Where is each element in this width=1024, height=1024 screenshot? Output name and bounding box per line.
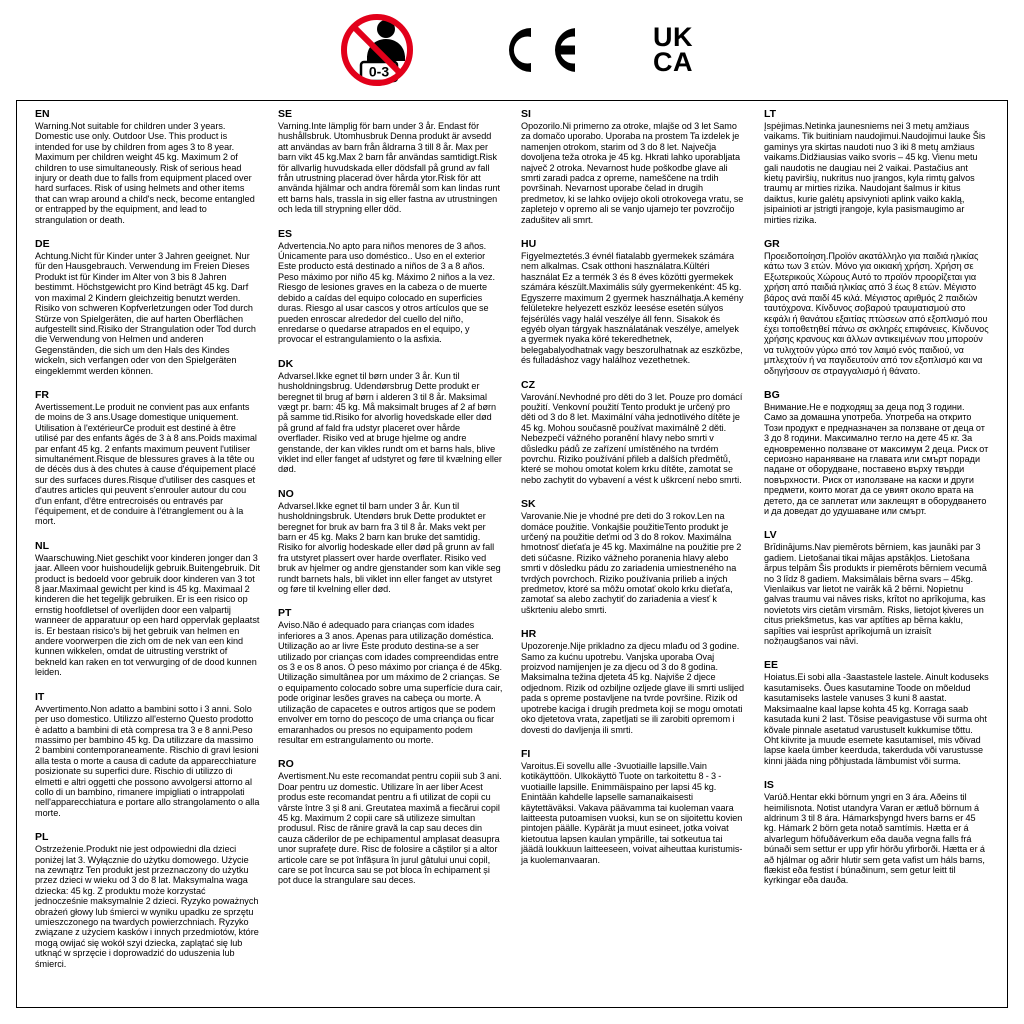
language-entry (521, 238, 746, 365)
language-column-3 (512, 108, 755, 1004)
language-warning-text: Achtung.Nicht für Kinder unter 3 Jahren geeignet. Nur für den Hausgebrauch. Verwendung im Freien Dieses Produkt ist für Kinder im Alter von 3 bis 8 Jahren bestimmt. Höchstgewicht pro Kind beträgt 45 kg. Darf von maximal 2 Kindern gleichzeitig benutzt werden. Risiko von schweren Kopfverletzungen oder Tod durch Stürze von Spielgeräten, die auf harten Oberflächen aufgestellt sind.Risiko der Strangulation oder Tod durch die Verwendung von Helmen und anderen Gegenständen, die sich um den Hals des Kindes wickeln, sich verfangen oder von den Spielgeräten eingeklemmt werden können. (35, 251, 256, 376)
language-code: DK (278, 357, 294, 370)
language-warning-text: Waarschuwing.Niet geschikt voor kinderen jonger dan 3 jaar. Alleen voor huishoudelijk gebruik.Buitengebruik. Dit product is bedoeld voor gebruik door kinderen van 3 tot 8 jaar.Maximaal gewicht per kind is 45 kg. Maximaal 2 kinderen die het tegelijk gebruiken. Er is een risico op ernstig hoofdletsel of overlijden door een valpartij wanneer de apparatuur op een hard oppervlak geplaatst is. Er bestaan risico's bij het gebruik van helmen en andere voorwerpen die zich om de nek van een kind kunnen wikkelen, omdat de uitrusting verstrikt of bekneld kan raken en tot verwurging of de dood kunnen leiden. (35, 552, 260, 678)
language-code: DE (35, 238, 50, 251)
ce-mark (501, 22, 575, 78)
language-warning-text: Opozorilo.Ni primerno za otroke, mlajše od 3 let Samo za domačo uporabo. Uporaba na prostem Ta izdelek je namenjen otrokom, starim od 3 do 8 let. Največja dovoljena teža otroka je 45 kg. Hkrati lahko uporabljata največ 2 otroka. Nevarnost hude poškodbe glave ali smrti zaradi padca z opreme, nameščene na trdih površinah. Nevarnost uporabe čelad in drugih predmetov, ki se lahko ovijejo okoli otrokovega vratu, se zapletejo v opremo ali se vanjo ujamejo ter povzročijo zadušitev ali smrt. (521, 121, 744, 225)
language-entry (35, 108, 260, 225)
language-code: PL (35, 831, 49, 844)
language-code: HU (521, 238, 537, 251)
language-code: FR (35, 388, 49, 401)
language-entry (764, 238, 989, 376)
language-entry (764, 108, 989, 225)
language-warning-text: Varovanie.Nie je vhodné pre deti do 3 rokov.Len na domáce použitie. Vonkajšie použitieTento produkt je určený na použitie deťmi od 3 do 8 rokov. Maximálna hmotnosť dieťaťa je 45 kg. Maximálne na použitie pre 2 deti súčasne. Riziko vážneho poranenia hlavy alebo smrti v dôsledku pádu zo zariadenia umiestneného na tvrdých povrchoch. Riziko používania prilieb a iných predmetov, ktoré sa môžu omotať okolo krku dieťaťa, zamotať sa alebo zachytiť do zariadenia a viesť k uškrteniu alebo smrti. (521, 511, 742, 615)
language-warning-text: Varování.Nevhodné pro děti do 3 let. Pouze pro domácí použití. Venkovní použití Tento produkt je určený pro děti od 3 do 8 let. Maximální váha jednotlivého dítěte je 45 kg. Mohou současně používat maximálně 2 děti. Nebezpečí vážného poranění hlavy nebo smrti v důsledku pádů ze zařízení umístěného na tvrdém povrchu. Riziko používání přileb a dalších předmětů, které se mohou omotat kolem krku dítěte, zamotat se nebo zachytit do vybavení a vést k uškrcení nebo smrti. (521, 391, 743, 485)
language-warning-text: Ostrzeżenie.Produkt nie jest odpowiedni dla dzieci poniżej lat 3. Wyłącznie do użytku domowego. Użycie na zewnątrz Ten produkt jest przeznaczony do użytku przez dzieci w wieku od 3 do 8 lat. Maksymalna waga dziecka: 45 kg. Z produktu może korzystać jednocześnie maksymalnie 2 dzieci. Ryzyko poważnych obrażeń głowy lub śmierci w wyniku upadku ze sprzętu umieszczonego na twardych powierzchniach. Ryzyko związane z użyciem kasków i innych przedmiotów, które mogą owijać się wokół szyi dziecka, zaplątać się lub utknąć w sprzęcie i doprowadzić do uduszenia lub śmierci. (35, 844, 259, 969)
language-entry (278, 758, 503, 885)
language-entry (278, 607, 503, 745)
language-warning-text: Hoiatus.Ei sobi alla -3aastastele lastele. Ainult koduseks kasutamiseks. Õues kasutamine Toode on mõeldud kasutamiseks lastele vanuses 3 kuni 8 aastat. Maksimaalne kaal lapse kohta 45 kg. Korraga saab kasutada kuni 2 last. Tõsise peavigastuse või surma oht kõvale pinnale asetatud varustuselt kukkumise tõttu. Oht kiivrite ja muude esemete kasutamisel, mis võivad lapse kaela ümber keerduda, takerduda või varustusse kinni jääda ning põhjustada lämbumist või surma. (764, 672, 989, 766)
language-code: EE (764, 659, 779, 672)
language-warning-text: Avertisment.Nu este recomandat pentru copiii sub 3 ani. Doar pentru uz domestic. Utilizare în aer liber Acest produs este recomandat pentru a fi utilizat de copii cu vârste între 3 și 8 ani. Greutatea maximă a fiecărui copil 45 kg. Maximum 2 copii care să utilizeze simultan produsul. Risc de rănire gravă la cap sau deces din cauza căderilor de pe echipamentul amplasat deasupra unor suprafețe dure. Risc de folosire a căștilor și a altor articole care se pot înfășura în jurul gâtului unui copil, care se pot încurca sau se pot bloca în echipament și pot duce la strangulare sau deces. (278, 771, 502, 886)
language-code: NO (278, 487, 294, 500)
language-warning-text: Advarsel.Ikke egnet til børn under 3 år. Kun til husholdningsbrug. Udendørsbrug Dette produkt er beregnet til brug af børn i alderen 3 til 8 år. Maksimal vægt pr. barn: 45 kg. Må maksimalt bruges af 2 af børn på samme tid.Risiko for alvorlig hovedskade eller død på grund af fald fra udstyr placeret over hårde overflader. Risiko ved at bruge hjelme og andre genstande, der kan vikles rundt om et barns hals, blive viklet ind eller fanget af udstyret og føre til kvælning eller død. (278, 370, 502, 475)
language-column-1 (26, 108, 269, 1004)
language-warning-text: Advarsel.Ikke egnet til barn under 3 år. Kun til husholdningsbruk. Utendørs bruk Dette produktet er beregnet for bruk av barn fra 3 til 8 år. Maks vekt per barn er 45 kg. Maks 2 barn kan bruke det samtidig. Risiko for alvorlig hodeskade eller død på grunn av fall fra utstyret plassert over harde overflater. Risiko ved bruk av hjelmer og andre gjenstander som kan vikle seg rundt barnets hals, bli viklet inn eller fanget av utstyret og føre til kvelning eller død. (278, 500, 501, 595)
language-code: HR (521, 628, 537, 641)
ukca-line-2: CA (653, 47, 693, 77)
language-entry (521, 498, 746, 615)
language-warning-text: Advertencia.No apto para niños menores de 3 años. Únicamente para uso doméstico.. Uso en el exterior Este producto está destinado a niños de 3 a 8 años. Peso máximo por niño 45 kg. Máximo 2 niños a la vez. Riesgo de lesiones graves en la cabeza o de muerte debido a caídas del equipo colocado en superficies duras. Riesgo al usar cascos y otros artículos que se pueden enroscar alrededor del cuello del niño, enredarse o quedarse atrapados en el equipo, y provocar el estrangulamiento o la asfixia. (278, 240, 496, 345)
language-entry (278, 358, 503, 475)
language-code: RO (278, 758, 294, 771)
language-code: CZ (521, 378, 535, 391)
language-code: LT (764, 108, 777, 120)
language-warning-text: Brīdinājums.Nav piemērots bērniem, kas jaunāki par 3 gadiem. Lietošanai tikai mājas apstākļos. Lietošana ārpus telpām Šis produkts ir piemērots bērniem vecumā no 3 līdz 8 gadiem. Maksimālais bērna svars – 45kg. Vienlaikus var lietot ne vairāk kā 2 bērni. Nopietnu galvas traumu vai nāves risks, krītot no aprīkojuma, kas novietots virs cietām virsmām. Risks, lietojot ķiveres un citus priekšmetus, kas var aptīties ap bērna kaklu, sapīties vai iesprūst aprīkojumā un izraisīt nožņaugšanos vai nāvi. (764, 542, 987, 647)
language-code: NL (35, 539, 49, 552)
language-entry (35, 238, 260, 376)
no-children-under-3-icon (331, 12, 423, 88)
language-entry (521, 628, 746, 735)
language-warning-text: Avertissement.Le produit ne convient pas aux enfants de moins de 3 ans.Usage domestique uniquement. Utilisation à l'extérieurCe produit est destiné à être utilisé par des enfants âgés de 3 à 8 ans.Poids maximal par enfant 45 kg. 2 enfants maximum peuvent l'utiliser simultanément.Risque de blessures graves à la tête ou de décès dus à des chutes à cause d'équipement placé sur des surfaces dures.Risque d'utiliser des casques et d'autres articles qui peuvent s'enrouler autour du cou d'un enfant, d'être entrecroisés ou entravés par l'équipement, et de conduire à l'étranglement ou à la mort. (35, 401, 257, 527)
ukca-line-1: UK (653, 22, 693, 52)
language-code: SI (521, 108, 531, 120)
language-code: SE (278, 108, 293, 120)
language-warning-text: Upozorenje.Nije prikladno za djecu mlađu od 3 godine. Samo za kućnu upotrebu. Vanjska uporaba Ovaj proizvod namijenjen je za djecu od 3 do 8 godina. Maksimalna težina djeteta 45 kg. Najviše 2 djece odjednom. Rizik od ozbiljne ozljede glave ili smrti uslijed pada s opreme postavljene na tvrde površine. Rizik od upotrebe kaciga i drugih predmeta koji se mogu omotati oko djetetova vrata, zapetljati se ili zarobiti opremom i dovesti do davljenja ili smrti. (521, 641, 745, 735)
language-entry (35, 540, 260, 678)
svg-text:0-3: 0-3 (368, 63, 390, 80)
language-warning-text: Figyelmeztetés.3 évnél fiatalabb gyermekek számára nem alkalmas. Csak otthoni használatra.Kültéri használat Ez a termék 3 és 8 éves közötti gyermekek számára készült.Maximális súly gyermekenként: 45 kg. Egyszerre maximum 2 gyermek használhatja.A kemény felületekre helyezett eszköz leesése esetén súlyos fejsérülés vagy halál veszélye áll fenn. Sisakok és egyéb olyan tárgyak használatának veszélye, amelyek a gyermek nyaka köré tekeredhetnek, belegabalyodhatnak vagy beszorulhatnak az eszközbe, és fulladáshoz vagy halálhoz vezethetnek. (521, 251, 744, 366)
language-warning-text: Aviso.Não é adequado para crianças com idades inferiores a 3 anos. Apenas para utilização doméstica. Utilização ao ar livre Este produto destina-se a ser utilizado por crianças com idades compreendidas entre os 3 e os 8 anos. O peso máximo por criança é de 45kg. Utilização simultânea por um máximo de 2 crianças. Se o equipamento colocado sobre uma superfície dura cair, pode originar lesões graves na cabeça ou morte. A utilização de capacetes e outros artigos que se podem envolver em torno do pescoço de uma criança ou ficar emaranhados ou presos no equipamento podem resultar em estrangulamento ou morte. (278, 620, 503, 745)
language-code: IS (764, 779, 774, 792)
language-warning-text: Įspėjimas.Netinka jaunesniems nei 3 metų amžiaus vaikams. Tik buitiniam naudojimui.Naudojimui lauke Šis gaminys yra skirtas naudoti nuo 3 iki 8 metų amžiaus vaikams.Didžiausias vaiko svoris – 45 kg. Vienu metu gali naudotis ne daugiau nei 2 vaikai. Pastačius ant kietų paviršių, nukritus nuo įrangos, kyla rimtų galvos traumų ar mirties rizika. Naudojant šalmus ir kitus daiktus, kurie galėtų apsivynioti aplink vaiko kaklą, įsipainioti ar įstrigti įrangoje, kyla pasismaugimo ar mirties rizika. (764, 121, 986, 225)
language-entry (278, 488, 503, 595)
language-code: LV (764, 529, 777, 542)
language-code: EN (35, 108, 50, 120)
symbol-band (0, 0, 1024, 100)
language-warning-text: Varúð.Hentar ekki börnum yngri en 3 ára. Aðeins til heimilisnota. Notist utandyra Varan er ætluð börnum á aldrinum 3 til 8 ára. Hámarksþyngd hvers barns er 45 kg. Hámark 2 börn geta notað samtímis. Hætta er á alvarlegum höfuðáverkum eða dauða vegna falls frá búnaði sem settur er upp yfir hörðu yfirborði. Hætta er á að hjálmar og aðrir hlutir sem geta vafist um háls barns, flækist eða festist í búnaðinum, sem getur leitt til kyrkingar eða dauða. (764, 792, 985, 886)
language-entry (764, 389, 989, 516)
language-warning-text: Внимание.Не е подходящ за деца под 3 години. Само за домашна употреба. Употреба на открито Този продукт е предназначен за ползване от деца от 3 до 8 години. Максимално тегло на дете 45 кг. За едновременно ползване от максимум 2 деца. Риск от сериозно нараняване на главата или смърт поради падане от оборудване, поставено върху твърди повърхности. Риск от използване на каски и други предмети, които могат да се увият около врата на детето, да се заплетат или заклещят в оборудването и да доведат до удушаване или смърт. (764, 401, 989, 516)
language-entry (278, 108, 503, 215)
language-entry (35, 691, 260, 818)
language-column-2 (269, 108, 512, 1004)
language-entry (521, 379, 746, 486)
language-code: BG (764, 388, 780, 401)
language-code: PT (278, 607, 292, 620)
language-warning-text: Avvertimento.Non adatto a bambini sotto i 3 anni. Solo per uso domestico. Utilizzo all'esterno Questo prodotto è adatto a bambini di età compresa tra 3 e 8 anni.Peso massimo per bambino 45 kg. Da utilizzare da massimo 2 bambini contemporaneamente. Rischio di gravi lesioni alla testa o morte a causa di cadute da apparecchiature posizionate su superfici dure. Rischio di utilizzo di elmetti e altri oggetti che possono avvolgersi attorno al collo di un bambino, rimanere impigliati o intrappolati nell'apparecchiatura e portare allo strangolamento o alla morte. (35, 703, 260, 818)
language-entry (764, 659, 989, 766)
language-warning-text: Προειδοποίηση.Προϊόν ακατάλληλο για παιδιά ηλικίας κάτω των 3 ετών. Μόνο για οικιακή χρήση. Χρήση σε Εξωτερικούς Χώρους Αυτό το προϊόν προορίζεται για χρήση από παιδιά ηλικίας από 3 έως 8 ετών. Μέγιστο βάρος ανά παιδί 45 κιλά. Μέγιστος αριθμός 2 παιδιών ταυτόχρονα. Κίνδυνος σοβαρού τραυματισμού στο κεφάλι ή θανάτου εξαιτίας πτώσεων από εξοπλισμό που έχει τοποθετηθεί πάνω σε σκληρές επιφάνειες. Κίνδυνος χρήσης κρανους και άλλων αντικειμένων που μπορούν να τυλιχτούν γύρω από τον λαιμό ενός παιδιού, να μπλεχτούν ή να παγιδευτούν από τον εξοπλισμό και να οδηγήσουν σε στραγγαλισμό ή θάνατο. (764, 251, 989, 376)
language-code: IT (35, 690, 45, 703)
ukca-mark (653, 22, 693, 77)
language-columns (16, 100, 1008, 1008)
language-code: SK (521, 498, 536, 511)
language-warning-text: Varning.Inte lämplig för barn under 3 år. Endast för hushållsbruk. Utomhusbruk Denna produkt är avsedd att användas av barn från åldrarna 3 till 8 år. Max per barn vikt 45 kg.Max 2 barn får användas samtidigt.Risk för allvarlig huvudskada eller dödsfall på grund av fall från utrustning placerad över hårda ytor.Risk för att använda hjälmar och andra föremål som kan lindas runt ett barns hals, trassla in sig eller fastna av utrustningen och leda till strypning eller död. (278, 121, 501, 215)
language-column-4 (755, 108, 998, 1004)
language-code: ES (278, 227, 293, 240)
language-warning-text: Varoitus.Ei sovellu alle -3vuotiaille lapsille.Vain kotikäyttöön. Ulkokäyttö Tuote on tarkoitettu 8 - 3 -vuotiaille lapsille. Enimmäispaino per lapsi 45 kg. Enintään kahdelle lapselle samanaikaisesti käytettäväksi. Vakava päävamma tai kuoleman vaara laitteesta putoamisen vuoksi, kun se on sijoitettu kovien pintojen päälle. Kypärät ja muut esineet, jotka voivat kietoutua lapsen kaulan ympärille, tai sotkeutua tai jäädä loukkuun laitteeseen, voivat aiheuttaa kuristumis- ja kuolemanvaaran. (521, 760, 743, 865)
language-entry (35, 831, 260, 969)
language-warning-text: Warning.Not suitable for children under 3 years. Domestic use only. Outdoor Use. This product is intended for use by children from ages 3 to 8 year. Maximum per children weight 45 kg. Maximum 2 of children to use simultaneously. Risk of serious head injury or death due to falls from equipment placed over hard surfaces. Risk of using helmets and other items that can wrap around a child's neck, become entangled or entrapped by the equipment, and lead to strangulation or death. (35, 121, 255, 225)
language-entry (278, 228, 503, 345)
language-entry (764, 779, 989, 886)
language-entry (521, 748, 746, 865)
language-code: GR (764, 238, 780, 251)
language-entry (521, 108, 746, 225)
language-code: FI (521, 747, 531, 760)
language-entry (35, 389, 260, 527)
language-entry (764, 529, 989, 646)
